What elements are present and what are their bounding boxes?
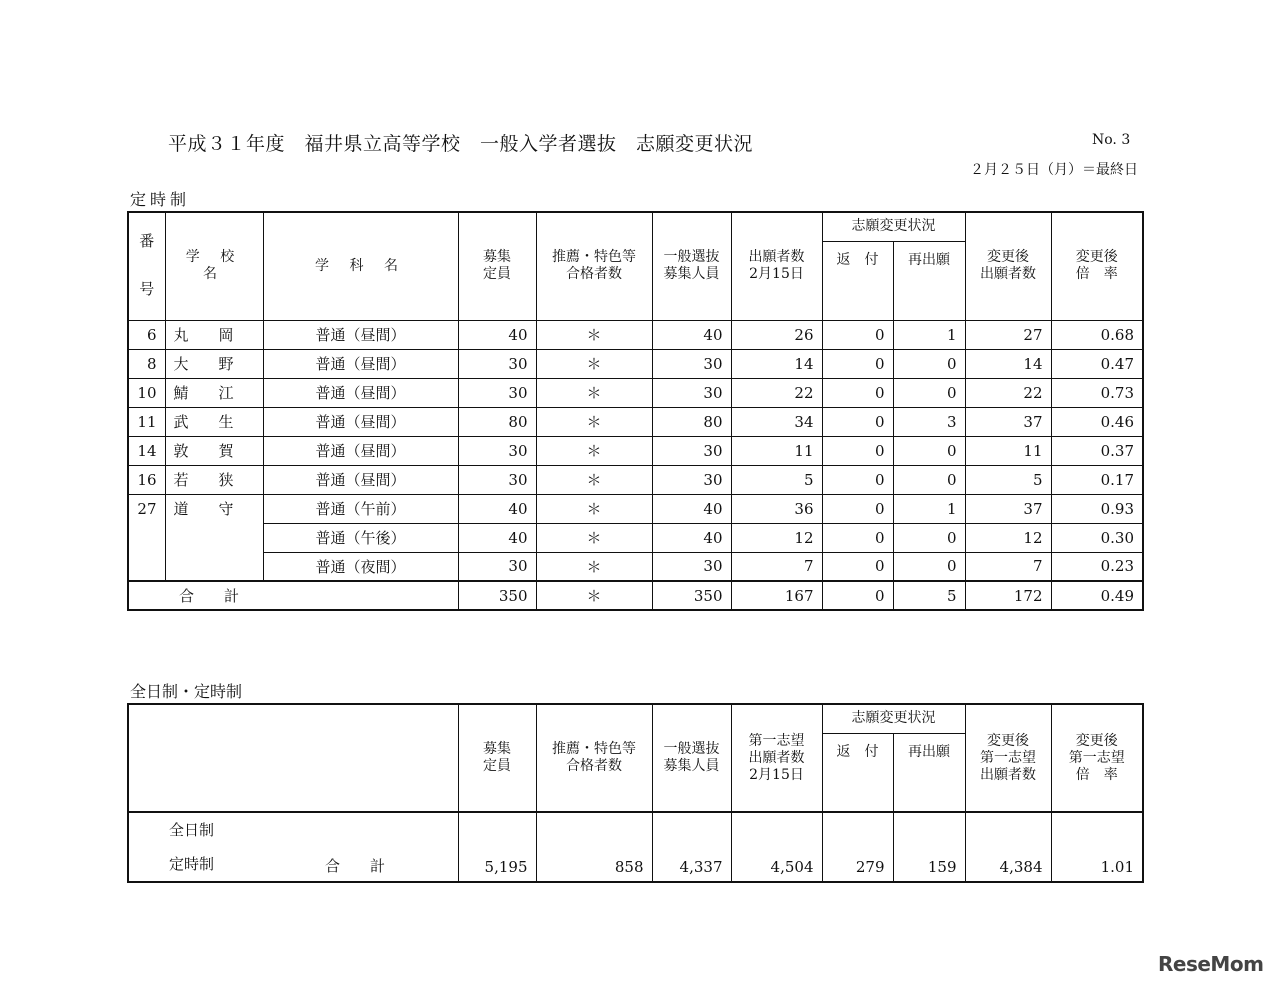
cell-general: 30: [652, 552, 731, 581]
cell-no: 6: [128, 320, 165, 349]
header-quota: 募集 定員: [458, 212, 536, 320]
cell-quota: 30: [458, 465, 536, 494]
header-recommend: 推薦・特色等 合格者数: [536, 212, 652, 320]
cell-applicants: 12: [731, 523, 822, 552]
cell-school: 若 狭: [165, 465, 263, 494]
cell-after: 22: [965, 378, 1051, 407]
page-title: 平成３１年度 福井県立高等学校 一般入学者選抜 志願変更状況: [168, 133, 754, 155]
cell-withdraw: 0: [822, 349, 893, 378]
cell-no: 8: [128, 349, 165, 378]
cell-school: 道 守: [165, 494, 263, 523]
cell-after: 11: [965, 436, 1051, 465]
cell-reapply: 1: [893, 320, 965, 349]
cell-withdraw: 0: [822, 494, 893, 523]
total-label-group: [128, 812, 263, 882]
page-number: No. 3: [1092, 132, 1131, 148]
cell-course: 普通（昼間）: [263, 436, 458, 465]
cell-recommend: ＊: [536, 494, 652, 523]
cell-general: 30: [652, 378, 731, 407]
cell-withdraw: 0: [822, 465, 893, 494]
table-row: [128, 552, 1143, 581]
cell-applicants: 7: [731, 552, 822, 581]
part-time-table: [127, 211, 1144, 611]
cell-recommend: ＊: [536, 436, 652, 465]
combined-table: [127, 703, 1144, 883]
cell-recommend: ＊: [536, 552, 652, 581]
cell-quota: 30: [458, 378, 536, 407]
cell-applicants: 5: [731, 465, 822, 494]
cell-after: 27: [965, 320, 1051, 349]
cell-general: 40: [652, 320, 731, 349]
cell-no: [128, 552, 165, 581]
cell-applicants: 11: [731, 436, 822, 465]
cell-ratio: 0.37: [1051, 436, 1143, 465]
cell-withdraw: 0: [822, 523, 893, 552]
cell-withdraw: 0: [822, 552, 893, 581]
cell-ratio: 0.73: [1051, 378, 1143, 407]
table-row: [128, 494, 1143, 523]
cell-quota: 30: [458, 349, 536, 378]
header-withdraw: 返 付: [822, 733, 893, 812]
header-recommend: 推薦・特色等 合格者数: [536, 704, 652, 812]
cell-ratio: 0.17: [1051, 465, 1143, 494]
total-ratio: 1.01: [1051, 812, 1143, 882]
header-reapply: 再出願: [893, 733, 965, 812]
cell-school: [165, 523, 263, 552]
cell-course: 普通（昼間）: [263, 349, 458, 378]
total-applicants: 167: [731, 581, 822, 610]
cell-course: 普通（夜間）: [263, 552, 458, 581]
header-after-ratio: 変更後 第一志望 倍 率: [1051, 704, 1143, 812]
cell-applicants: 26: [731, 320, 822, 349]
cell-no: [128, 523, 165, 552]
cell-no: 11: [128, 407, 165, 436]
cell-ratio: 0.23: [1051, 552, 1143, 581]
cell-withdraw: 0: [822, 378, 893, 407]
cell-ratio: 0.93: [1051, 494, 1143, 523]
cell-applicants: 22: [731, 378, 822, 407]
cell-school: 大 野: [165, 349, 263, 378]
cell-general: 30: [652, 465, 731, 494]
cell-withdraw: 0: [822, 436, 893, 465]
header-number-top: 番: [139, 232, 155, 250]
cell-ratio: 0.30: [1051, 523, 1143, 552]
total-quota: 5,195: [458, 812, 536, 882]
cell-reapply: 0: [893, 349, 965, 378]
total-withdraw: 279: [822, 812, 893, 882]
cell-ratio: 0.46: [1051, 407, 1143, 436]
header-withdraw: 返 付: [822, 241, 893, 320]
cell-recommend: ＊: [536, 349, 652, 378]
total-label: 合 計: [128, 581, 458, 610]
table-row: [128, 349, 1143, 378]
header-after-ratio: 変更後 倍 率: [1051, 212, 1143, 320]
cell-course: 普通（昼間）: [263, 407, 458, 436]
header-applicants: 第一志望 出願者数 2月15日: [731, 704, 822, 812]
cell-quota: 40: [458, 494, 536, 523]
cell-after: 5: [965, 465, 1051, 494]
header-school: 学 校 名: [165, 212, 263, 320]
cell-after: 12: [965, 523, 1051, 552]
cell-recommend: ＊: [536, 320, 652, 349]
cell-after: 37: [965, 494, 1051, 523]
header-number-bottom: 号: [139, 280, 155, 298]
header-after-applicants: 変更後 出願者数: [965, 212, 1051, 320]
total-row: [128, 581, 1143, 610]
total-row: [128, 812, 1143, 882]
cell-reapply: 3: [893, 407, 965, 436]
header-number: [128, 212, 165, 320]
cell-no: 27: [128, 494, 165, 523]
cell-applicants: 36: [731, 494, 822, 523]
cell-general: 40: [652, 523, 731, 552]
header-reapply: 再出願: [893, 241, 965, 320]
total-reapply: 5: [893, 581, 965, 610]
total-applicants: 4,504: [731, 812, 822, 882]
cell-quota: 80: [458, 407, 536, 436]
cell-withdraw: 0: [822, 320, 893, 349]
date-note: ２月２５日（月）＝最終日: [970, 162, 1138, 178]
cell-general: 80: [652, 407, 731, 436]
cell-ratio: 0.68: [1051, 320, 1143, 349]
cell-ratio: 0.47: [1051, 349, 1143, 378]
cell-recommend: ＊: [536, 407, 652, 436]
cell-reapply: 0: [893, 436, 965, 465]
total-after: 4,384: [965, 812, 1051, 882]
header-blank: [128, 704, 458, 812]
cell-reapply: 0: [893, 523, 965, 552]
cell-applicants: 34: [731, 407, 822, 436]
cell-school: 敦 賀: [165, 436, 263, 465]
cell-course: 普通（午前）: [263, 494, 458, 523]
cell-reapply: 0: [893, 378, 965, 407]
cell-school: 丸 岡: [165, 320, 263, 349]
cell-general: 40: [652, 494, 731, 523]
header-applicants: 出願者数 2月15日: [731, 212, 822, 320]
cell-no: 14: [128, 436, 165, 465]
cell-reapply: 1: [893, 494, 965, 523]
cell-after: 14: [965, 349, 1051, 378]
cell-school: 鯖 江: [165, 378, 263, 407]
cell-course: 普通（昼間）: [263, 465, 458, 494]
cell-reapply: 0: [893, 552, 965, 581]
resemom-watermark: ReseMom: [1158, 952, 1264, 976]
total-recommend: 858: [536, 812, 652, 882]
cell-quota: 30: [458, 552, 536, 581]
total-after: 172: [965, 581, 1051, 610]
cell-withdraw: 0: [822, 407, 893, 436]
cell-general: 30: [652, 349, 731, 378]
total-ratio: 0.49: [1051, 581, 1143, 610]
header-after-applicants: 変更後 第一志望 出願者数: [965, 704, 1051, 812]
header-general: 一般選抜 募集人員: [652, 704, 731, 812]
header-course: 学 科 名: [263, 212, 458, 320]
total-quota: 350: [458, 581, 536, 610]
total-general: 4,337: [652, 812, 731, 882]
section-label-all: 全日制・定時制: [130, 682, 243, 701]
cell-school: 武 生: [165, 407, 263, 436]
total-withdraw: 0: [822, 581, 893, 610]
total-label: 合 計: [263, 812, 458, 882]
label-full-time: 全日制: [169, 821, 215, 839]
cell-applicants: 14: [731, 349, 822, 378]
cell-quota: 40: [458, 523, 536, 552]
cell-general: 30: [652, 436, 731, 465]
table-row: [128, 320, 1143, 349]
header-quota: 募集 定員: [458, 704, 536, 812]
cell-recommend: ＊: [536, 523, 652, 552]
cell-quota: 30: [458, 436, 536, 465]
total-general: 350: [652, 581, 731, 610]
cell-course: 普通（昼間）: [263, 320, 458, 349]
total-recommend: ＊: [536, 581, 652, 610]
table-row: [128, 378, 1143, 407]
header-change-status: 志願変更状況: [822, 212, 965, 241]
cell-school: [165, 552, 263, 581]
cell-no: 16: [128, 465, 165, 494]
table-row: [128, 436, 1143, 465]
cell-reapply: 0: [893, 465, 965, 494]
table-row: [128, 523, 1143, 552]
header-general: 一般選抜 募集人員: [652, 212, 731, 320]
section-label-part-time: 定時制: [130, 190, 191, 209]
cell-quota: 40: [458, 320, 536, 349]
cell-after: 37: [965, 407, 1051, 436]
cell-no: 10: [128, 378, 165, 407]
cell-recommend: ＊: [536, 378, 652, 407]
total-reapply: 159: [893, 812, 965, 882]
cell-course: 普通（午後）: [263, 523, 458, 552]
cell-recommend: ＊: [536, 465, 652, 494]
label-part-time: 定時制: [169, 855, 215, 873]
table-row: [128, 407, 1143, 436]
table-row: [128, 465, 1143, 494]
cell-course: 普通（昼間）: [263, 378, 458, 407]
cell-after: 7: [965, 552, 1051, 581]
header-change-status: 志願変更状況: [822, 704, 965, 733]
